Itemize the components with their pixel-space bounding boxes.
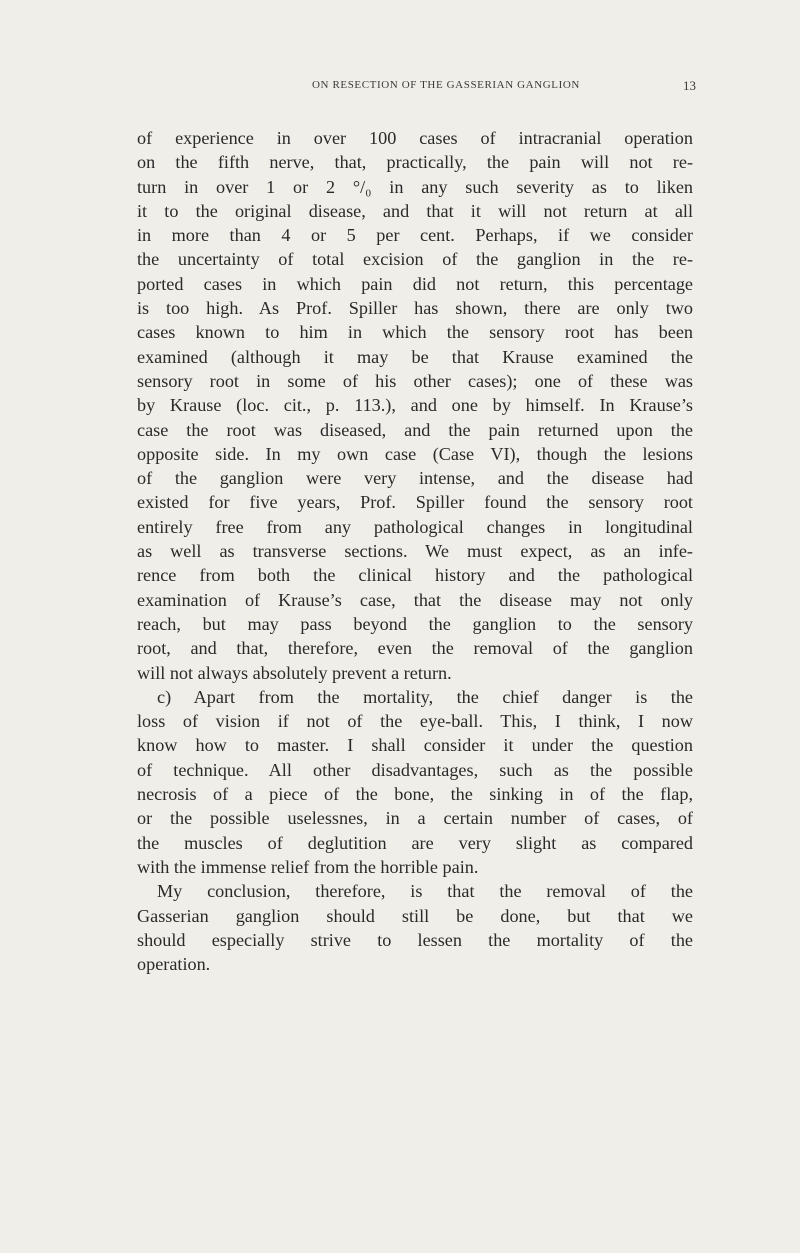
text-line: by Krause (loc. cit., p. 113.), and one by himself. In Krause’s xyxy=(137,395,693,416)
text-line: of the ganglion were very intense, and the disease had xyxy=(137,468,693,489)
text-line: of experience in over 100 cases of intracranial operation xyxy=(137,128,693,148)
text-line: cases known to him in which the sensory root has been xyxy=(137,322,693,343)
text-line: of technique. All other disadvantages, such as the possible xyxy=(137,759,693,780)
text-line: on the fifth nerve, that, practically, the pain will not re- xyxy=(137,152,693,173)
text-line: the muscles of deglutition are very slight as compared xyxy=(137,832,693,853)
text-line: with the immense relief from the horrible pain. xyxy=(137,856,479,877)
text-line: ported cases in which pain did not return, this percentage xyxy=(137,273,693,294)
text-line: it to the original disease, and that it will not return at all xyxy=(137,200,693,221)
text-line: existed for five years, Prof. Spiller found the sensory root xyxy=(137,492,693,513)
text-line: turn in over 1 or 2 °/₀ in any such severity as to liken xyxy=(137,176,693,197)
text-line: will not always absolutely prevent a return. xyxy=(137,662,452,683)
text-line: loss of vision if not of the eye-ball. This, I think, I now xyxy=(137,711,693,732)
text-line: sensory root in some of his other cases); one of these was xyxy=(137,370,693,391)
text-line: know how to master. I shall consider it under the question xyxy=(137,735,693,756)
text-line: the uncertainty of total excision of the ganglion in the re- xyxy=(137,249,693,270)
text-line: entirely free from any pathological changes in longitudinal xyxy=(137,516,693,537)
text-line: in more than 4 or 5 per cent. Perhaps, if we consider xyxy=(137,225,693,246)
text-line: c) Apart from the mortality, the chief danger is the xyxy=(157,686,693,707)
text-line: or the possible uselessnes, in a certain number of cases, of xyxy=(137,808,693,829)
text-line: rence from both the clinical history and the pathological xyxy=(137,565,693,586)
running-header: ON RESECTION OF THE GASSERIAN GANGLION xyxy=(312,79,580,91)
text-line: case the root was diseased, and the pain returned upon the xyxy=(137,419,693,440)
text-line: necrosis of a piece of the bone, the sinking in of the flap, xyxy=(137,784,693,805)
text-line: examined (although it may be that Krause examined the xyxy=(137,346,693,367)
text-line: examination of Krause’s case, that the disease may not only xyxy=(137,589,693,610)
text-line: operation. xyxy=(137,954,211,975)
text-line: opposite side. In my own case (Case VI), though the lesions xyxy=(137,443,693,464)
text-line: reach, but may pass beyond the ganglion to the sensory xyxy=(137,613,693,634)
text-line: root, and that, therefore, even the removal of the ganglion xyxy=(137,638,693,659)
page-number: 13 xyxy=(683,78,696,93)
body-text xyxy=(137,126,693,976)
text-line: is too high. As Prof. Spiller has shown, there are only two xyxy=(137,298,693,319)
text-line: as well as transverse sections. We must expect, as an infe- xyxy=(137,541,693,562)
text-line: My conclusion, therefore, is that the removal of the xyxy=(157,881,693,902)
text-line: Gasserian ganglion should still be done, but that we xyxy=(137,905,693,926)
text-line: should especially strive to lessen the mortality of the xyxy=(137,929,693,950)
